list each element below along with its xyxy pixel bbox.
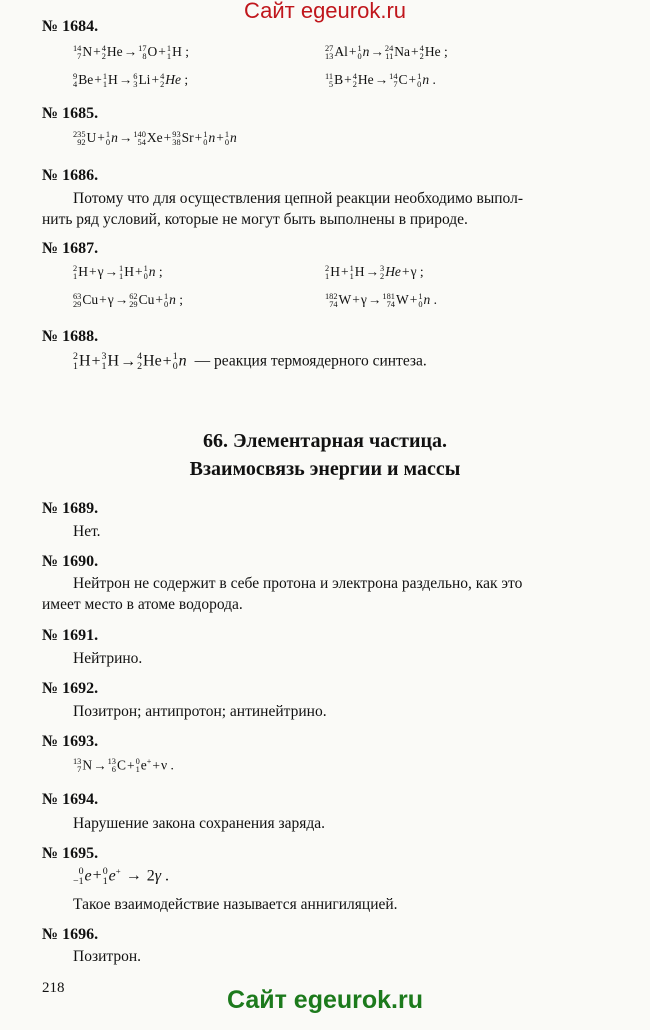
problem-number-1695: № 1695. — [42, 845, 99, 862]
page-number: 218 — [42, 980, 65, 996]
problem-number-1694: № 1694. — [42, 791, 99, 808]
equation-1695: 0 −1 e+ 0 1 e+ → 2γ . — [73, 865, 170, 887]
equation-1693: 13 7 N→ 13 6 C+ 0 1 e++ν . — [73, 757, 174, 775]
answer-1694: Нарушение закона сохранения заряда. — [73, 815, 325, 832]
watermark-top: Сайт egeurok.ru — [243, 0, 407, 23]
answer-1695-line-2: Такое взаимодействие называется аннигиляцией. — [73, 896, 398, 913]
equation-1684-c: 9 4 Be+ 1 1 H→ 6 3 Li+ 4 2 He ; — [73, 71, 189, 89]
problem-number-1696: № 1696. — [42, 926, 99, 943]
problem-number-1693: № 1693. — [42, 733, 99, 750]
problem-number-1684: № 1684. — [42, 18, 99, 35]
answer-1686-line-2: нить ряд условий, которые не могут быть выполнены в природе. — [42, 211, 468, 228]
equation-1684-b: 27 13 Al+ 1 0 n→ 24 11 Na+ 4 2 He ; — [325, 43, 448, 61]
equation-1684-a: 14 7 N+ 4 2 He→ 17 8 O+ 1 1 H ; — [73, 43, 189, 61]
equation-1687-c: 63 29 Cu+γ→ 62 29 Cu+ 1 0 n ; — [73, 291, 184, 309]
answer-1689: Нет. — [73, 523, 101, 540]
problem-number-1688: № 1688. — [42, 328, 99, 345]
problem-number-1690: № 1690. — [42, 553, 99, 570]
answer-1688-text: — реакция термоядерного синтеза. — [194, 352, 427, 370]
problem-number-1691: № 1691. — [42, 627, 99, 644]
watermark-bottom: Сайт egeurok.ru — [226, 986, 424, 1014]
equation-1685: 235 92 U+ 1 0 n→ 140 54 Xe+ 93 38 Sr+ 1 0 n+ 1 0 n — [73, 129, 237, 147]
equation-1687-d: 182 74 W+γ→ 181 74 W+ 1 0 n . — [325, 291, 437, 309]
answer-1692: Позитрон; антипротон; антинейтрино. — [73, 703, 327, 720]
answer-1690-line-1: Нейтрон не содержит в себе протона и электрона раздельно, как это — [73, 575, 523, 592]
answer-1686-line-1: Потому что для осуществления цепной реакции необходимо выпол- — [73, 190, 523, 207]
problem-number-1685: № 1685. — [42, 105, 99, 122]
equation-1688: 2 1 H+ 3 1 H→ 4 2 He+ 1 0 n — реакция термоядерного синтеза. — [73, 351, 427, 372]
answer-1696: Позитрон. — [73, 948, 141, 965]
answer-1691: Нейтрино. — [73, 650, 143, 667]
problem-number-1687: № 1687. — [42, 240, 99, 257]
answer-1690-line-2: имеет место в атоме водорода. — [42, 596, 243, 613]
problem-number-1689: № 1689. — [42, 500, 99, 517]
problem-number-1686: № 1686. — [42, 167, 99, 184]
problem-number-1692: № 1692. — [42, 680, 99, 697]
equation-1687-a: 2 1 H+γ→ 1 1 H+ 1 0 n ; — [73, 263, 163, 281]
section-heading-line-2: Взаимосвязь энергии и массы — [189, 458, 461, 480]
equation-1687-b: 2 1 H+ 1 1 H→ 3 2 He+γ ; — [325, 263, 424, 281]
equation-1684-d: 11 5 B+ 4 2 He→ 14 7 C+ 1 0 n . — [325, 71, 436, 89]
section-heading-line-1: 66. Элементарная частица. — [203, 430, 447, 452]
